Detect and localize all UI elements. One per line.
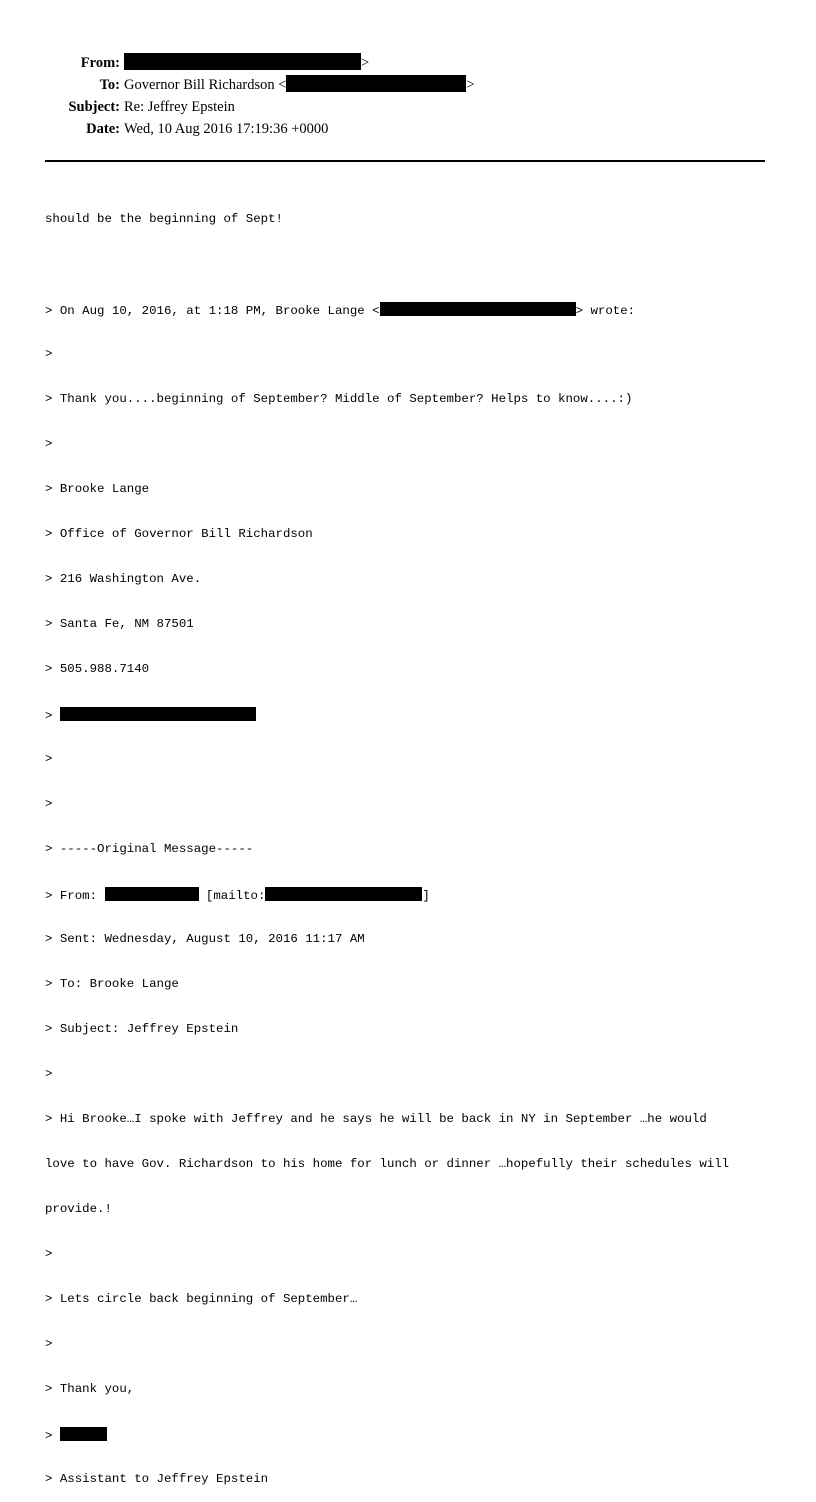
email-body — [45, 182, 773, 1502]
redaction-block — [380, 302, 576, 316]
subject-label: Subject: — [68, 99, 120, 115]
blank-line — [45, 257, 773, 272]
quote-marker: > — [45, 709, 60, 723]
email-header — [0, 52, 816, 140]
redaction-block — [60, 707, 256, 721]
body-line: provide.! — [45, 1202, 112, 1216]
body-line: > To: Brooke Lange — [45, 977, 179, 991]
header-divider — [45, 160, 765, 162]
date-value: Wed, 10 Aug 2016 17:19:36 +0000 — [124, 121, 329, 137]
body-line — [45, 302, 773, 317]
body-line: > — [45, 797, 53, 811]
redaction-block — [124, 53, 361, 70]
body-line: > Thank you....beginning of September? Middle of September? Helps to know....:) — [45, 392, 633, 406]
body-line: > Lets circle back beginning of September… — [45, 1292, 358, 1306]
quoted-from-label: > From: — [45, 889, 105, 903]
body-line: > — [45, 1337, 53, 1351]
to-row — [0, 74, 816, 96]
redaction-block — [286, 75, 466, 92]
body-line — [45, 1427, 773, 1442]
body-line: > 216 Washington Ave. — [45, 572, 202, 586]
quote-marker: > — [45, 1429, 60, 1443]
to-name: Governor Bill Richardson < — [124, 77, 287, 93]
mailto-label: [mailto: — [198, 889, 266, 903]
body-line: > Subject: Jeffrey Epstein — [45, 1022, 239, 1036]
body-line: should be the beginning of Sept! — [45, 212, 283, 226]
body-line: > Assistant to Jeffrey Epstein — [45, 1472, 269, 1486]
body-line: > 505.988.7140 — [45, 662, 150, 676]
body-line: > — [45, 437, 53, 451]
redaction-block — [105, 887, 199, 901]
from-close-bracket: > — [361, 55, 370, 71]
to-close-bracket: > — [466, 77, 475, 93]
body-line: love to have Gov. Richardson to his home for lunch or dinner …hopefully their schedules will — [45, 1157, 730, 1171]
body-line: > — [45, 347, 53, 361]
body-line: > Brooke Lange — [45, 482, 150, 496]
body-line: > Thank you, — [45, 1382, 135, 1396]
from-value — [124, 52, 369, 74]
quote-attribution: > On Aug 10, 2016, at 1:18 PM, Brooke Lange < — [45, 304, 380, 318]
redaction-block — [265, 887, 422, 901]
body-line: > Office of Governor Bill Richardson — [45, 527, 313, 541]
body-line — [45, 707, 773, 722]
subject-row — [0, 96, 816, 118]
quote-attribution-end: > wrote: — [575, 304, 636, 318]
body-line: > — [45, 752, 53, 766]
body-line: > -----Original Message----- — [45, 842, 254, 856]
to-label: To: — [99, 77, 120, 93]
body-line: > — [45, 1247, 53, 1261]
body-line: > Sent: Wednesday, August 10, 2016 11:17 AM — [45, 932, 365, 946]
body-line: > Santa Fe, NM 87501 — [45, 617, 194, 631]
date-label: Date: — [86, 121, 120, 137]
body-line — [45, 887, 773, 902]
from-row — [0, 52, 816, 74]
to-value — [124, 74, 475, 96]
mailto-close: ] — [422, 889, 430, 903]
date-row — [0, 118, 816, 140]
from-label: From: — [80, 55, 120, 71]
body-line: > Hi Brooke…I spoke with Jeffrey and he says he will be back in NY in September …he would — [45, 1112, 707, 1126]
redaction-block — [60, 1427, 107, 1441]
subject-value: Re: Jeffrey Epstein — [124, 99, 235, 115]
body-line: > — [45, 1067, 53, 1081]
